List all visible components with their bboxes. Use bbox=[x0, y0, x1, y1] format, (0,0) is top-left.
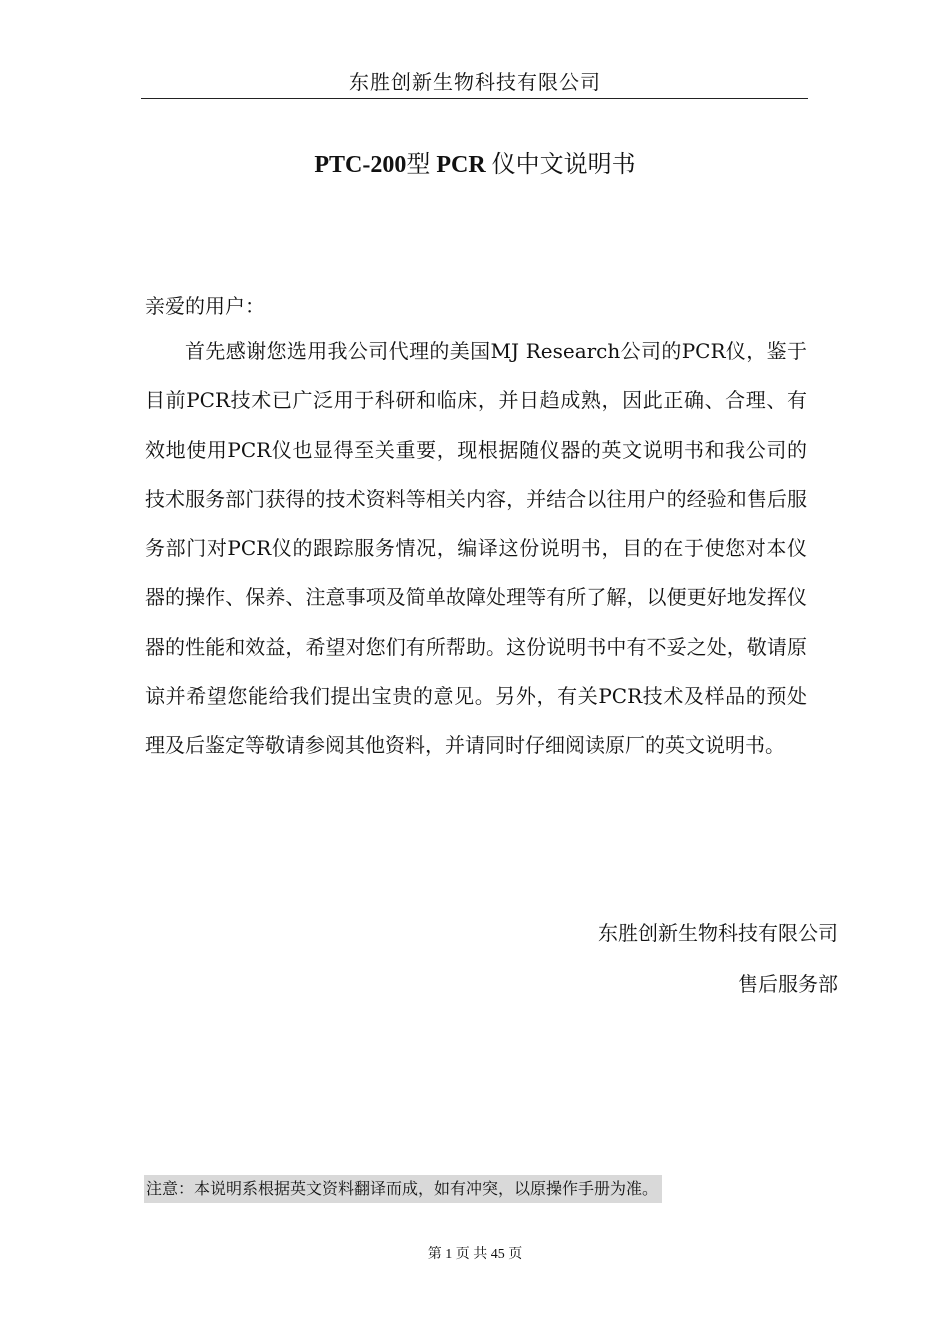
page-number: 第 1 页 共 45 页 bbox=[427, 1247, 523, 1262]
letter-greeting: 亲爱的用户： bbox=[145, 294, 265, 318]
signature-company: 东胜创新生物科技有限公司 bbox=[598, 921, 838, 945]
title-part2: 仪中文说明书 bbox=[491, 152, 636, 178]
page-header-company: 东胜创新生物科技有限公司 bbox=[349, 70, 601, 94]
document-title bbox=[0, 144, 950, 179]
title-pcr: PCR bbox=[436, 152, 486, 178]
letter-body: 首先感谢您选用我公司代理的美国MJ Research公司的PCR仪，鉴于目前PCR技术已广泛用于科研和临床，并日趋成熟，因此正确、合理、有效地使用PCR仪也显得至关重要，现根据随仪器的英文说明书和我公司的技术服务部门获得的技术资料等相关内容，并结合以往用户的经验和售后服务部门对PCR仪的跟踪服务情况，编译这份说明书，目的在于使您对本仪器的操作、保养、注意事项及简单故障处理等有所了解，以便更好地发挥仪器的性能和效益，希望对您们有所帮助。这份说明书中有不妥之处，敬请原谅并希望您能给我们提出宝贵的意见。另外，有关PCR技术及样品的预处理及后鉴定等敬请参阅其他资料，并请同时仔细阅读原厂的英文说明书。 bbox=[145, 339, 807, 758]
translation-notice: 注意：本说明系根据英文资料翻译而成，如有冲突，以原操作手册为准。 bbox=[144, 1175, 662, 1203]
title-model: PTC-200 bbox=[314, 152, 407, 178]
title-part1: 型 bbox=[406, 152, 431, 178]
signature-department: 售后服务部 bbox=[738, 972, 838, 996]
header-divider bbox=[141, 98, 808, 99]
